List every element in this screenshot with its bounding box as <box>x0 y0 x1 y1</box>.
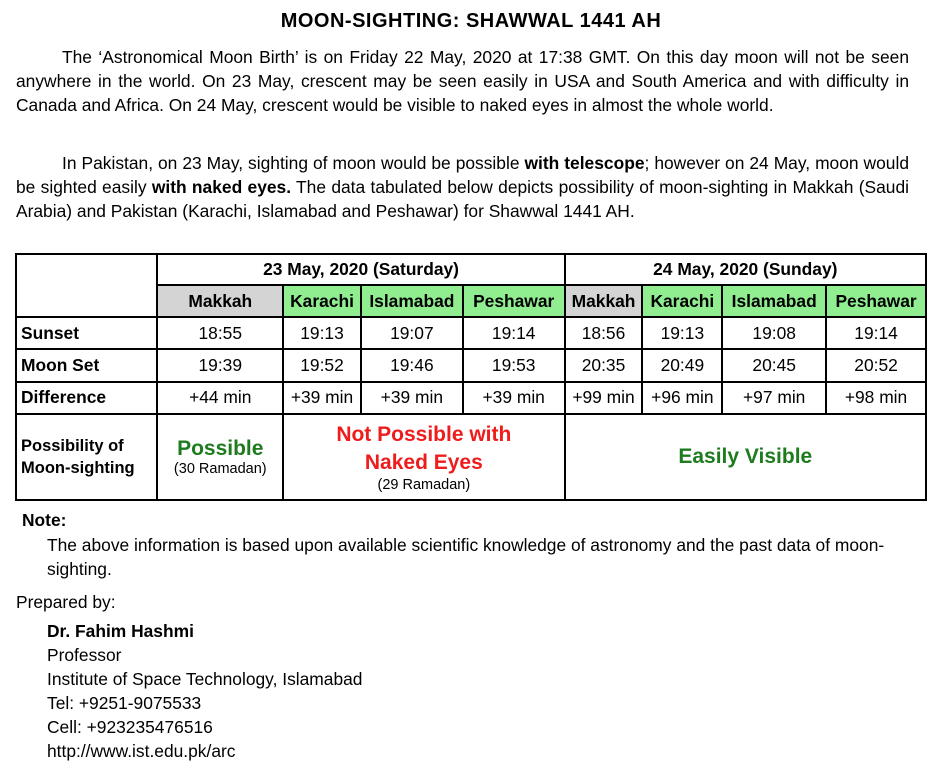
table-cell: 19:13 <box>642 317 722 349</box>
table-cell: 20:52 <box>826 349 926 381</box>
table-cell: 20:45 <box>722 349 826 381</box>
moon-sighting-table <box>15 253 927 501</box>
row-label: Difference <box>16 382 157 414</box>
makkah-possibility-cell <box>157 414 283 500</box>
table-cell: +96 min <box>642 382 722 414</box>
city-header: Karachi <box>642 285 722 317</box>
author-url[interactable]: http://www.ist.edu.pk/arc <box>47 741 236 761</box>
table-cell: 19:53 <box>463 349 565 381</box>
table-cell: 19:13 <box>283 317 361 349</box>
author-institute: Institute of Space Technology, Islamabad <box>47 669 363 689</box>
author-name: Dr. Fahim Hashmi <box>47 621 194 641</box>
intro-paragraph: The ‘Astronomical Moon Birth’ is on Friday 22 May, 2020 at 17:38 GMT. On this day moon will not be seen anywhere in the world. On 23 May, crescent may be seen easily in USA and South America and with difficulty in Canada and Africa. On 24 May, crescent would be visible to naked eyes in almost the whole world. <box>16 47 909 115</box>
makkah-note: (30 Ramadan) <box>173 460 267 477</box>
city-header: Islamabad <box>361 285 463 317</box>
table-cell: +39 min <box>283 382 361 414</box>
possibility-label-line2: Moon-sighting <box>21 458 135 477</box>
table-cell: 19:39 <box>157 349 283 381</box>
author-tel: Tel: +9251-9075533 <box>47 693 202 713</box>
table-cell: +39 min <box>463 382 565 414</box>
table-cell: +97 min <box>722 382 826 414</box>
table-cell: 19:14 <box>826 317 926 349</box>
pakistan-note: (29 Ramadan) <box>377 476 471 493</box>
day1-header: 23 May, 2020 (Saturday) <box>157 254 564 285</box>
table-cell: 19:07 <box>361 317 463 349</box>
makkah-status: Possible <box>177 436 264 460</box>
para2-bold-1: with telescope <box>524 153 645 173</box>
table-cell: +98 min <box>826 382 926 414</box>
para2-bold-2: with naked eyes. <box>151 177 292 197</box>
table-cell: 20:35 <box>565 349 643 381</box>
pakistan-possibility-cell <box>283 414 565 500</box>
prepared-by-heading: Prepared by: <box>16 592 116 612</box>
para2-text-3: The data tabulated below depicts possibility of moon-sighting in Makkah (Saudi Arabia) and Pakistan (Karachi, Islamabad and Peshawar) for Shawwal 1441 AH. <box>16 177 909 221</box>
table-cell: +44 min <box>157 382 283 414</box>
pakistan-paragraph <box>16 151 909 223</box>
author-role: Professor <box>47 645 122 665</box>
table-cell: +39 min <box>361 382 463 414</box>
possibility-row <box>16 414 926 500</box>
city-header: Makkah <box>157 285 283 317</box>
table-cell: 18:56 <box>565 317 643 349</box>
table-cell: 18:55 <box>157 317 283 349</box>
para2-text-2: ; however on 24 May, moon would be sighted easily <box>16 153 909 197</box>
table-cell: +99 min <box>565 382 643 414</box>
possibility-label <box>16 414 157 500</box>
day2-status: Easily Visible <box>678 444 813 468</box>
city-header: Peshawar <box>463 285 565 317</box>
pakistan-status-line1: Not Possible with <box>336 422 512 446</box>
table-row <box>16 349 926 381</box>
corner-cell <box>16 254 157 317</box>
row-label: Moon Set <box>16 349 157 381</box>
table-row <box>16 317 926 349</box>
day2-header: 24 May, 2020 (Sunday) <box>565 254 926 285</box>
table-cell: 19:46 <box>361 349 463 381</box>
table-row <box>16 382 926 414</box>
table-cell: 20:49 <box>642 349 722 381</box>
table-cell: 19:08 <box>722 317 826 349</box>
pakistan-status-line2: Naked Eyes <box>364 450 483 474</box>
note-text: The above information is based upon available scientific knowledge of astronomy and the past data of moon-sighting. <box>47 535 885 579</box>
city-header: Karachi <box>283 285 361 317</box>
para2-text-1: In Pakistan, on 23 May, sighting of moon would be possible <box>62 153 525 173</box>
row-label: Sunset <box>16 317 157 349</box>
city-header: Peshawar <box>826 285 926 317</box>
note-heading: Note: <box>22 510 67 530</box>
page-title: MOON-SIGHTING: SHAWWAL 1441 AH <box>280 10 662 32</box>
table-cell: 19:52 <box>283 349 361 381</box>
table-cell: 19:14 <box>463 317 565 349</box>
city-header: Makkah <box>565 285 643 317</box>
author-cell: Cell: +923235476516 <box>47 717 213 737</box>
day2-possibility-cell <box>565 414 926 500</box>
city-header: Islamabad <box>722 285 826 317</box>
possibility-label-line1: Possibility of <box>21 436 124 455</box>
